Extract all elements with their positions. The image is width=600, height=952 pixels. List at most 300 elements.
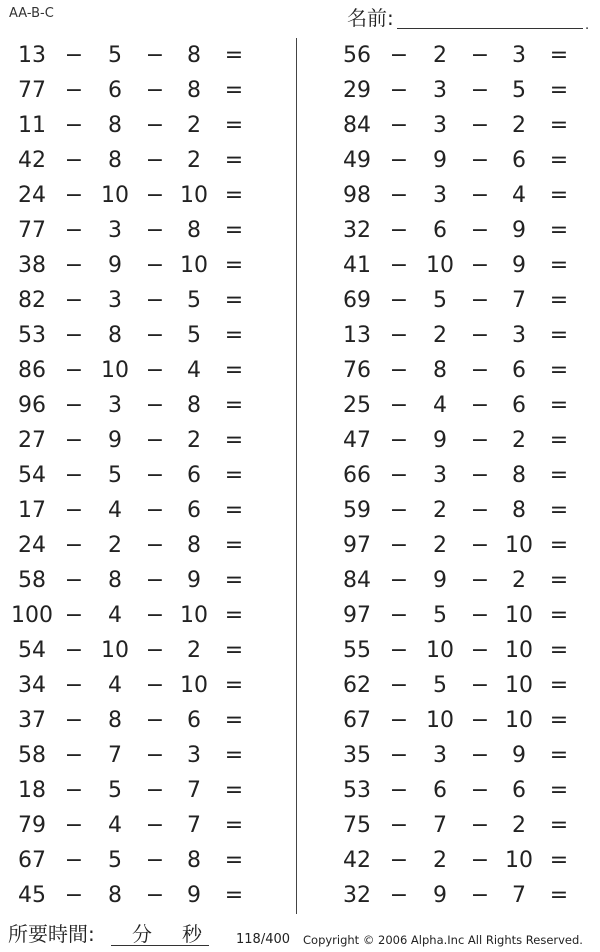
- subtrahend-1: 5: [433, 673, 447, 698]
- minus-sign: −: [145, 533, 165, 558]
- subtrahend-1: 3: [108, 288, 122, 313]
- minus-sign: −: [145, 323, 165, 348]
- minuend: 47: [343, 428, 371, 453]
- equals-sign: =: [549, 848, 569, 873]
- minus-sign: −: [64, 428, 84, 453]
- minus-sign: −: [64, 323, 84, 348]
- subtrahend-1: 9: [433, 568, 447, 593]
- problem-row: [333, 143, 600, 178]
- subtrahend-1: 5: [108, 848, 122, 873]
- minus-sign: −: [470, 463, 490, 488]
- minuend: 24: [18, 183, 46, 208]
- subtrahend-1: 6: [433, 218, 447, 243]
- problem-row: [333, 38, 600, 73]
- subtrahend-2: 10: [505, 708, 533, 733]
- subtrahend-2: 9: [512, 218, 526, 243]
- subtrahend-2: 5: [187, 288, 201, 313]
- subtrahend-1: 4: [433, 393, 447, 418]
- equals-sign: =: [224, 533, 244, 558]
- subtrahend-2: 10: [505, 533, 533, 558]
- subtrahend-2: 2: [512, 113, 526, 138]
- subtrahend-2: 8: [187, 218, 201, 243]
- subtrahend-1: 8: [108, 113, 122, 138]
- time-taken-field: [8, 920, 208, 948]
- minus-sign: −: [470, 813, 490, 838]
- minuend: 53: [343, 778, 371, 803]
- minus-sign: −: [64, 218, 84, 243]
- worksheet-code: AA-B-C: [9, 6, 54, 21]
- minus-sign: −: [470, 568, 490, 593]
- minus-sign: −: [145, 148, 165, 173]
- minus-sign: −: [389, 43, 409, 68]
- minuend: 76: [343, 358, 371, 383]
- minus-sign: −: [389, 183, 409, 208]
- minuend: 17: [18, 498, 46, 523]
- problem-row: [8, 458, 288, 493]
- problem-row: [333, 248, 600, 283]
- minus-sign: −: [389, 323, 409, 348]
- equals-sign: =: [549, 813, 569, 838]
- minus-sign: −: [64, 603, 84, 628]
- minus-sign: −: [470, 428, 490, 453]
- subtrahend-2: 10: [505, 638, 533, 663]
- subtrahend-2: 10: [505, 848, 533, 873]
- name-field: [347, 6, 592, 33]
- subtrahend-2: 7: [187, 813, 201, 838]
- minus-sign: −: [145, 78, 165, 103]
- subtrahend-1: 10: [426, 638, 454, 663]
- minuend: 29: [343, 78, 371, 103]
- minuend: 97: [343, 603, 371, 628]
- minus-sign: −: [145, 848, 165, 873]
- column-divider: [296, 38, 297, 914]
- subtrahend-2: 10: [505, 673, 533, 698]
- subtrahend-1: 7: [433, 813, 447, 838]
- problem-row: [333, 318, 600, 353]
- subtrahend-1: 3: [433, 463, 447, 488]
- problem-row: [333, 738, 600, 773]
- minuend: 77: [18, 218, 46, 243]
- subtrahend-2: 4: [187, 358, 201, 383]
- subtrahend-2: 8: [187, 393, 201, 418]
- problem-row: [8, 248, 288, 283]
- subtrahend-2: 3: [512, 323, 526, 348]
- minus-sign: −: [145, 183, 165, 208]
- minus-sign: −: [389, 218, 409, 243]
- minus-sign: −: [470, 393, 490, 418]
- subtrahend-2: 6: [187, 708, 201, 733]
- problem-row: [8, 178, 288, 213]
- subtrahend-2: 10: [180, 253, 208, 278]
- subtrahend-1: 10: [426, 708, 454, 733]
- subtrahend-1: 5: [108, 778, 122, 803]
- minus-sign: −: [389, 568, 409, 593]
- equals-sign: =: [549, 463, 569, 488]
- subtrahend-1: 10: [101, 183, 129, 208]
- subtrahend-1: 4: [108, 813, 122, 838]
- minuend: 100: [11, 603, 53, 628]
- problem-row: [8, 738, 288, 773]
- name-end-dot: .: [585, 18, 590, 33]
- problem-row: [8, 563, 288, 598]
- equals-sign: =: [224, 218, 244, 243]
- subtrahend-1: 4: [108, 603, 122, 628]
- minus-sign: −: [64, 358, 84, 383]
- minuend: 37: [18, 708, 46, 733]
- subtrahend-2: 7: [512, 288, 526, 313]
- copyright-notice: Copyright © 2006 Alpha.Inc All Rights Reserved.: [303, 933, 583, 947]
- minus-sign: −: [389, 673, 409, 698]
- problem-row: [8, 73, 288, 108]
- problem-row: [8, 38, 288, 73]
- minuend: 32: [343, 218, 371, 243]
- minus-sign: −: [470, 78, 490, 103]
- equals-sign: =: [549, 568, 569, 593]
- equals-sign: =: [224, 778, 244, 803]
- problem-row: [333, 73, 600, 108]
- minus-sign: −: [470, 883, 490, 908]
- subtrahend-2: 6: [187, 463, 201, 488]
- minus-sign: −: [64, 568, 84, 593]
- equals-sign: =: [224, 78, 244, 103]
- equals-sign: =: [224, 428, 244, 453]
- minus-sign: −: [64, 708, 84, 733]
- minus-sign: −: [470, 743, 490, 768]
- problem-row: [333, 388, 600, 423]
- subtrahend-2: 9: [187, 883, 201, 908]
- minus-sign: −: [145, 253, 165, 278]
- subtrahend-1: 5: [108, 43, 122, 68]
- minus-sign: −: [64, 113, 84, 138]
- minus-sign: −: [470, 358, 490, 383]
- minus-sign: −: [145, 43, 165, 68]
- minus-sign: −: [389, 638, 409, 663]
- problem-row: [333, 843, 600, 878]
- problem-row: [333, 108, 600, 143]
- minuend: 35: [343, 743, 371, 768]
- problem-row: [8, 878, 288, 913]
- minuend: 34: [18, 673, 46, 698]
- minus-sign: −: [64, 148, 84, 173]
- equals-sign: =: [549, 78, 569, 103]
- equals-sign: =: [224, 848, 244, 873]
- subtrahend-1: 3: [433, 113, 447, 138]
- subtrahend-1: 8: [433, 358, 447, 383]
- subtrahend-1: 3: [108, 393, 122, 418]
- minus-sign: −: [470, 323, 490, 348]
- problem-row: [333, 563, 600, 598]
- equals-sign: =: [224, 393, 244, 418]
- minus-sign: −: [389, 848, 409, 873]
- problem-row: [333, 423, 600, 458]
- equals-sign: =: [549, 218, 569, 243]
- minuend: 84: [343, 568, 371, 593]
- problem-row: [8, 318, 288, 353]
- minus-sign: −: [389, 463, 409, 488]
- minus-sign: −: [470, 638, 490, 663]
- problem-row: [333, 668, 600, 703]
- problem-row: [333, 878, 600, 913]
- subtrahend-1: 8: [108, 148, 122, 173]
- minus-sign: −: [145, 113, 165, 138]
- minus-sign: −: [389, 78, 409, 103]
- name-label: 名前:: [347, 6, 394, 30]
- minus-sign: −: [145, 568, 165, 593]
- minuend: 59: [343, 498, 371, 523]
- minus-sign: −: [389, 883, 409, 908]
- subtrahend-2: 10: [180, 603, 208, 628]
- minus-sign: −: [470, 708, 490, 733]
- problem-row: [333, 633, 600, 668]
- minus-sign: −: [389, 288, 409, 313]
- equals-sign: =: [224, 43, 244, 68]
- subtrahend-2: 10: [180, 183, 208, 208]
- equals-sign: =: [224, 743, 244, 768]
- problem-row: [333, 178, 600, 213]
- minus-sign: −: [64, 848, 84, 873]
- minus-sign: −: [64, 393, 84, 418]
- subtrahend-2: 4: [512, 183, 526, 208]
- subtrahend-2: 7: [512, 883, 526, 908]
- equals-sign: =: [549, 43, 569, 68]
- problem-row: [8, 353, 288, 388]
- subtrahend-1: 2: [433, 533, 447, 558]
- subtrahend-2: 7: [187, 778, 201, 803]
- minus-sign: −: [470, 183, 490, 208]
- minus-sign: −: [145, 813, 165, 838]
- subtrahend-2: 6: [187, 498, 201, 523]
- subtrahend-2: 8: [187, 533, 201, 558]
- equals-sign: =: [549, 323, 569, 348]
- minus-sign: −: [470, 603, 490, 628]
- minuend: 69: [343, 288, 371, 313]
- subtrahend-1: 2: [433, 43, 447, 68]
- subtrahend-2: 2: [512, 428, 526, 453]
- minus-sign: −: [64, 743, 84, 768]
- minus-sign: −: [64, 533, 84, 558]
- subtrahend-2: 8: [187, 848, 201, 873]
- minuend: 96: [18, 393, 46, 418]
- minus-sign: −: [145, 743, 165, 768]
- equals-sign: =: [224, 638, 244, 663]
- subtrahend-2: 2: [512, 813, 526, 838]
- subtrahend-2: 6: [512, 358, 526, 383]
- subtrahend-1: 4: [108, 498, 122, 523]
- minutes-label: 分: [132, 922, 152, 946]
- equals-sign: =: [549, 603, 569, 628]
- equals-sign: =: [549, 778, 569, 803]
- problem-row: [8, 388, 288, 423]
- minuend: 75: [343, 813, 371, 838]
- minuend: 56: [343, 43, 371, 68]
- subtrahend-2: 9: [512, 743, 526, 768]
- problem-row: [333, 528, 600, 563]
- minuend: 27: [18, 428, 46, 453]
- problem-row: [333, 458, 600, 493]
- equals-sign: =: [549, 358, 569, 383]
- subtrahend-1: 7: [108, 743, 122, 768]
- minuend: 25: [343, 393, 371, 418]
- minus-sign: −: [389, 778, 409, 803]
- minus-sign: −: [389, 428, 409, 453]
- subtrahend-2: 8: [512, 498, 526, 523]
- problem-row: [333, 493, 600, 528]
- minus-sign: −: [64, 78, 84, 103]
- minuend: 98: [343, 183, 371, 208]
- subtrahend-1: 6: [108, 78, 122, 103]
- problem-row: [8, 633, 288, 668]
- minus-sign: −: [470, 218, 490, 243]
- equals-sign: =: [224, 358, 244, 383]
- subtrahend-2: 2: [187, 428, 201, 453]
- minus-sign: −: [470, 673, 490, 698]
- minuend: 49: [343, 148, 371, 173]
- minus-sign: −: [389, 498, 409, 523]
- problem-row: [8, 843, 288, 878]
- minus-sign: −: [145, 778, 165, 803]
- subtrahend-2: 3: [512, 43, 526, 68]
- subtrahend-2: 2: [187, 113, 201, 138]
- minus-sign: −: [389, 358, 409, 383]
- subtrahend-1: 9: [433, 148, 447, 173]
- subtrahend-2: 2: [187, 638, 201, 663]
- minus-sign: −: [145, 428, 165, 453]
- equals-sign: =: [549, 183, 569, 208]
- subtrahend-1: 2: [433, 848, 447, 873]
- minus-sign: −: [64, 463, 84, 488]
- page-number: 118/400: [236, 932, 291, 947]
- minuend: 97: [343, 533, 371, 558]
- minus-sign: −: [145, 498, 165, 523]
- minus-sign: −: [64, 253, 84, 278]
- minus-sign: −: [145, 288, 165, 313]
- equals-sign: =: [549, 673, 569, 698]
- minuend: 11: [18, 113, 46, 138]
- subtrahend-1: 9: [108, 428, 122, 453]
- subtrahend-1: 3: [433, 743, 447, 768]
- minus-sign: −: [389, 603, 409, 628]
- minuend: 42: [18, 148, 46, 173]
- minus-sign: −: [64, 778, 84, 803]
- subtrahend-2: 3: [187, 743, 201, 768]
- minuend: 84: [343, 113, 371, 138]
- equals-sign: =: [224, 323, 244, 348]
- minuend: 77: [18, 78, 46, 103]
- equals-sign: =: [224, 498, 244, 523]
- subtrahend-1: 10: [426, 253, 454, 278]
- minuend: 67: [343, 708, 371, 733]
- minus-sign: −: [389, 113, 409, 138]
- minus-sign: −: [470, 43, 490, 68]
- equals-sign: =: [549, 148, 569, 173]
- equals-sign: =: [224, 183, 244, 208]
- minus-sign: −: [470, 253, 490, 278]
- minus-sign: −: [64, 883, 84, 908]
- subtrahend-1: 2: [433, 323, 447, 348]
- equals-sign: =: [549, 638, 569, 663]
- minus-sign: −: [145, 358, 165, 383]
- subtrahend-1: 3: [108, 218, 122, 243]
- minuend: 86: [18, 358, 46, 383]
- subtrahend-2: 5: [187, 323, 201, 348]
- equals-sign: =: [224, 148, 244, 173]
- subtrahend-1: 4: [108, 673, 122, 698]
- problem-row: [8, 283, 288, 318]
- equals-sign: =: [224, 113, 244, 138]
- equals-sign: =: [224, 288, 244, 313]
- minuend: 13: [343, 323, 371, 348]
- problem-row: [8, 143, 288, 178]
- equals-sign: =: [224, 708, 244, 733]
- problem-row: [333, 353, 600, 388]
- problem-row: [8, 703, 288, 738]
- problem-row: [333, 213, 600, 248]
- minuend: 58: [18, 568, 46, 593]
- subtrahend-2: 8: [187, 78, 201, 103]
- subtrahend-2: 5: [512, 78, 526, 103]
- problem-row: [333, 703, 600, 738]
- problem-row: [8, 493, 288, 528]
- equals-sign: =: [549, 533, 569, 558]
- minus-sign: −: [470, 113, 490, 138]
- problem-row: [8, 423, 288, 458]
- problem-row: [8, 773, 288, 808]
- subtrahend-2: 10: [180, 673, 208, 698]
- minuend: 82: [18, 288, 46, 313]
- subtrahend-1: 8: [108, 708, 122, 733]
- subtrahend-1: 9: [433, 428, 447, 453]
- equals-sign: =: [549, 743, 569, 768]
- equals-sign: =: [224, 883, 244, 908]
- minus-sign: −: [145, 638, 165, 663]
- subtrahend-1: 2: [433, 498, 447, 523]
- subtrahend-1: 5: [433, 288, 447, 313]
- problem-row: [333, 808, 600, 843]
- problem-row: [8, 528, 288, 563]
- problem-row: [8, 108, 288, 143]
- equals-sign: =: [549, 708, 569, 733]
- minus-sign: −: [389, 533, 409, 558]
- subtrahend-1: 5: [108, 463, 122, 488]
- equals-sign: =: [549, 393, 569, 418]
- problem-row: [8, 213, 288, 248]
- subtrahend-1: 2: [108, 533, 122, 558]
- subtrahend-1: 8: [108, 323, 122, 348]
- equals-sign: =: [549, 253, 569, 278]
- problem-row: [8, 668, 288, 703]
- problem-row: [333, 598, 600, 633]
- minus-sign: −: [470, 288, 490, 313]
- minus-sign: −: [389, 708, 409, 733]
- problem-row: [333, 283, 600, 318]
- subtrahend-1: 10: [101, 358, 129, 383]
- equals-sign: =: [549, 428, 569, 453]
- minus-sign: −: [389, 148, 409, 173]
- minuend: 45: [18, 883, 46, 908]
- minuend: 53: [18, 323, 46, 348]
- minus-sign: −: [145, 218, 165, 243]
- subtrahend-1: 3: [433, 183, 447, 208]
- minus-sign: −: [145, 463, 165, 488]
- problem-row: [333, 773, 600, 808]
- subtrahend-1: 10: [101, 638, 129, 663]
- equals-sign: =: [549, 498, 569, 523]
- minuend: 58: [18, 743, 46, 768]
- minuend: 41: [343, 253, 371, 278]
- minus-sign: −: [64, 43, 84, 68]
- minus-sign: −: [470, 778, 490, 803]
- problem-row: [8, 598, 288, 633]
